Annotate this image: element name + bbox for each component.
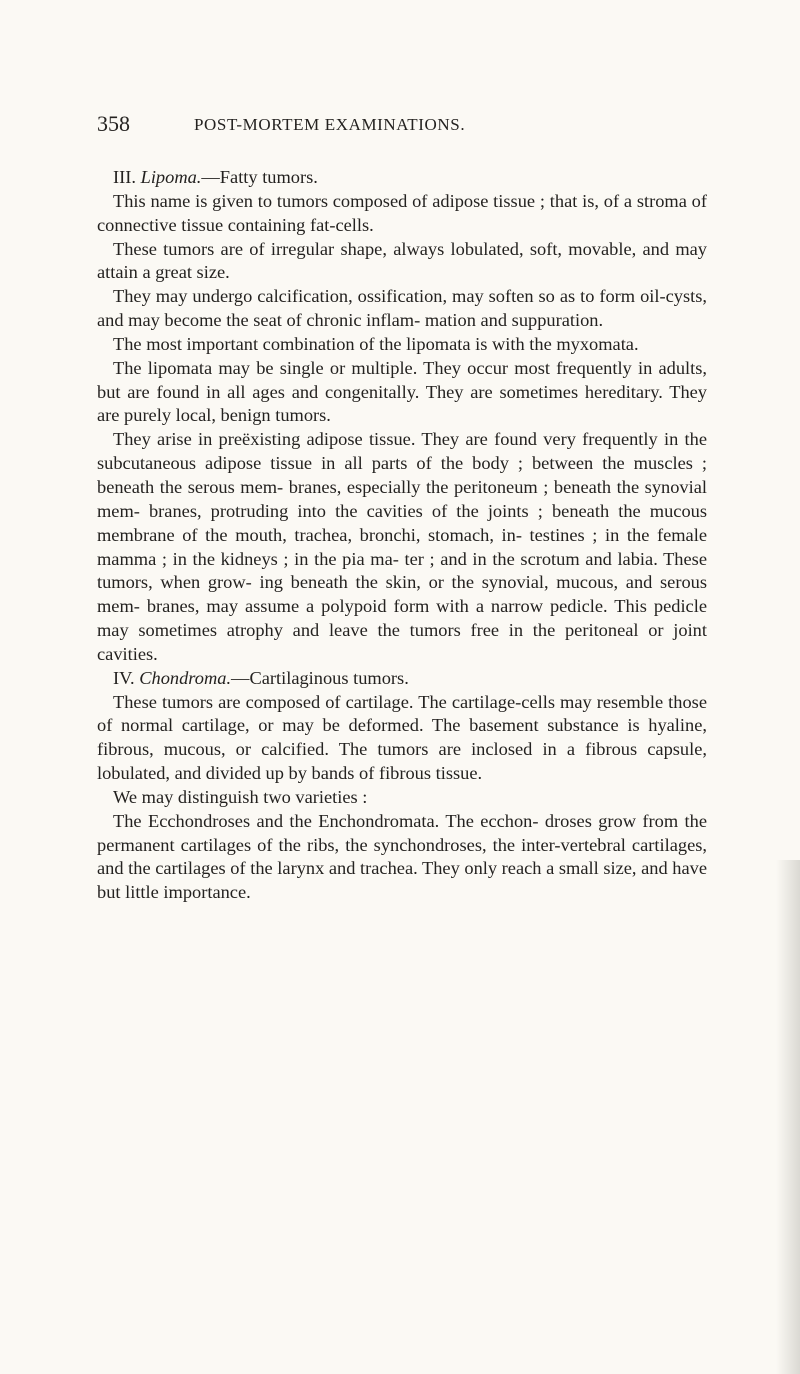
paragraph-lipoma-combination: The most important combination of the lipomata is with the myxomata. — [113, 333, 639, 354]
paragraph-lipoma-occurrence: The lipomata may be single or multiple. They occur most frequently in adults, but are found in all ages and congenitally. They are sometimes hereditary. They are purely local, benign tumors. — [97, 357, 707, 426]
paragraph-lipoma-changes: They may undergo calcification, ossification, may soften so as to form oil-cysts, and may become the seat of chronic inflam- mation and suppuration. — [97, 286, 707, 331]
lipoma-heading — [97, 166, 707, 190]
chondroma-heading-term: Chondroma. — [139, 667, 232, 688]
page-number: 358 — [97, 111, 130, 136]
lipoma-heading-number: III. — [113, 167, 136, 187]
paragraph-chondroma-definition: These tumors are composed of cartilage. The cartilage-cells may resemble those of normal cartilage, or may be deformed. The basement substance is hyaline, fibrous, mucous, or calcified. The tumors are inclosed in a fibrous capsule, lobulated, and divided up by bands of fibrous tissue. — [97, 691, 707, 784]
paragraph-chondroma-ecchondroses: The Ecchondroses and the Enchondromata. The ecchon- droses grow from the permanent cartilages of the ribs, the synchondroses, the inter-vertebral cartilages, and the cartilages of the larynx and trachea. They only reach a small size, and have but little importance. — [97, 810, 707, 903]
running-title: POST-MORTEM EXAMINATIONS. — [194, 115, 466, 134]
chondroma-heading — [97, 667, 707, 691]
paragraph-lipoma-sites: They arise in preëxisting adipose tissue. They are found very frequently in the subcutaneous adipose tissue in all parts of the body ; between the muscles ; beneath the serous mem- branes, especially the peritoneum ; beneath the synovial mem- branes, protruding into the cavities of the joints ; beneath the mucous membrane of the mouth, trachea, bronchi, stomach, in- testines ; in the female mamma ; in the kidneys ; in the pia ma- ter ; and in the scrotum and labia. These tumors, when grow- ing beneath the skin, or the synovial, mucous, and serous mem- branes, may assume a polypoid form with a narrow pedicle. This pedicle may sometimes atrophy and leave the tumors free in the peritoneal or joint cavities. — [97, 429, 707, 664]
running-head — [97, 112, 707, 136]
paragraph-lipoma-definition: This name is given to tumors composed of adipose tissue ; that is, of a stroma of connective tissue containing fat-cells. — [97, 190, 707, 235]
lipoma-heading-rest: —Fatty tumors. — [201, 167, 318, 187]
lipoma-heading-term: Lipoma. — [140, 167, 202, 187]
paragraph-lipoma-shape: These tumors are of irregular shape, always lobulated, soft, movable, and may attain a great size. — [97, 238, 707, 283]
chondroma-heading-number: IV. — [113, 667, 135, 688]
chondroma-heading-rest: —Cartilaginous tumors. — [231, 667, 409, 688]
page-edge-shadow — [776, 860, 800, 1374]
body-text — [97, 166, 707, 905]
paragraph-chondroma-varieties: We may distinguish two varieties : — [113, 786, 368, 807]
